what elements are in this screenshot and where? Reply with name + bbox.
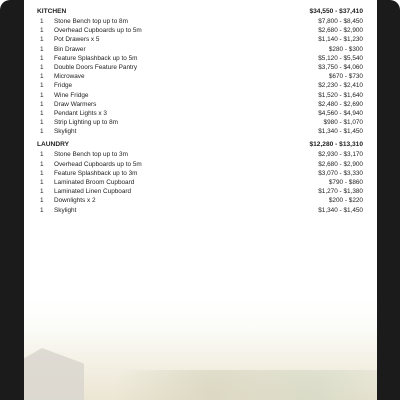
line-item <box>37 160 363 169</box>
item-qty: 1 <box>40 45 44 53</box>
item-desc: Skylight <box>54 128 77 136</box>
item-desc: Downlights x 2 <box>54 197 96 205</box>
item-qty: 1 <box>40 82 44 90</box>
item-desc: Skylight <box>54 206 77 214</box>
item-desc: Fridge <box>54 82 73 90</box>
item-desc: Microwave <box>54 73 85 81</box>
item-qty: 1 <box>40 160 44 168</box>
item-price: $280 - $300 <box>328 45 363 53</box>
item-qty: 1 <box>40 109 44 117</box>
item-desc: Feature Splashback up to 3m <box>54 169 138 177</box>
item-desc: Stone Bench top up to 3m <box>54 151 128 159</box>
item-desc: Wine Fridge <box>54 91 89 99</box>
item-price: $2,680 - $2,900 <box>318 160 363 168</box>
section-total: $12,280 - $13,310 <box>309 141 363 149</box>
trees-shape <box>104 370 377 400</box>
section-header <box>37 140 363 150</box>
line-item <box>37 26 363 35</box>
item-desc: Draw Warmers <box>54 100 97 108</box>
item-desc: Stone Bench top up to 8m <box>54 18 128 25</box>
line-item <box>37 17 363 26</box>
item-price: $3,070 - $3,330 <box>318 169 363 177</box>
item-price: $1,140 - $1,230 <box>318 36 363 44</box>
item-qty: 1 <box>40 73 44 81</box>
line-item <box>37 178 363 187</box>
item-qty: 1 <box>40 119 44 127</box>
item-desc: Double Doors Feature Pantry <box>54 63 138 71</box>
line-item <box>37 187 363 196</box>
item-desc: Laminated Linen Cupboard <box>54 188 132 196</box>
line-item <box>37 169 363 178</box>
item-price: $7,800 - $8,450 <box>318 18 363 25</box>
item-qty: 1 <box>40 27 44 35</box>
item-price: $200 - $220 <box>328 197 363 205</box>
item-desc: Pendant Lights x 3 <box>54 109 107 117</box>
cost-estimate-list <box>37 7 363 215</box>
item-qty: 1 <box>40 188 44 196</box>
section-kitchen <box>37 7 363 136</box>
house-photo-image <box>24 300 377 400</box>
item-price: $1,520 - $1,640 <box>318 91 363 99</box>
line-item <box>37 150 363 159</box>
line-item <box>37 206 363 215</box>
item-desc: Feature Splashback up to 5m <box>54 54 138 62</box>
tablet-bezel-right <box>377 0 400 400</box>
item-qty: 1 <box>40 100 44 108</box>
item-desc: Pot Drawers x 5 <box>54 36 100 44</box>
item-price: $1,340 - $1,450 <box>318 206 363 214</box>
item-price: $4,560 - $4,940 <box>318 109 363 117</box>
line-item <box>37 100 363 109</box>
line-item <box>37 45 363 54</box>
item-price: $1,270 - $1,380 <box>318 188 363 196</box>
line-item <box>37 35 363 44</box>
item-qty: 1 <box>40 151 44 159</box>
item-qty: 1 <box>40 169 44 177</box>
item-price: $1,340 - $1,450 <box>318 128 363 136</box>
line-item <box>37 127 363 136</box>
item-desc: Overhead Cupboards up to 5m <box>54 160 142 168</box>
line-item <box>37 109 363 118</box>
item-qty: 1 <box>40 54 44 62</box>
item-price: $980 - $1,070 <box>323 119 363 127</box>
line-item <box>37 196 363 205</box>
section-title: LAUNDRY <box>37 141 69 149</box>
line-item <box>37 91 363 100</box>
line-item <box>37 118 363 127</box>
item-price: $790 - $860 <box>328 179 363 186</box>
item-qty: 1 <box>40 206 44 214</box>
line-item <box>37 81 363 90</box>
item-desc: Strip Lighting up to 8m <box>54 119 118 127</box>
item-price: $3,750 - $4,060 <box>318 63 363 71</box>
house-roof-shape <box>24 348 84 400</box>
item-price: $2,680 - $2,900 <box>318 27 363 35</box>
section-title: KITCHEN <box>37 8 67 15</box>
line-item <box>37 72 363 81</box>
item-qty: 1 <box>40 18 44 25</box>
item-price: $5,120 - $5,540 <box>318 54 363 62</box>
item-qty: 1 <box>40 128 44 136</box>
item-price: $2,480 - $2,690 <box>318 100 363 108</box>
item-qty: 1 <box>40 91 44 99</box>
item-qty: 1 <box>40 179 44 186</box>
item-price: $2,230 - $2,410 <box>318 82 363 90</box>
line-item <box>37 63 363 72</box>
item-qty: 1 <box>40 63 44 71</box>
tablet-screen[interactable] <box>24 0 377 400</box>
section-header <box>37 7 363 17</box>
item-desc: Laminated Broom Cupboard <box>54 179 135 186</box>
item-desc: Overhead Cupboards up to 5m <box>54 27 142 35</box>
item-qty: 1 <box>40 36 44 44</box>
item-price: $670 - $730 <box>328 73 363 81</box>
tablet-bezel-left <box>0 0 24 400</box>
item-desc: Bin Drawer <box>54 45 86 53</box>
section-laundry <box>37 140 363 214</box>
line-item <box>37 54 363 63</box>
section-total: $34,550 - $37,410 <box>309 8 363 15</box>
item-qty: 1 <box>40 197 44 205</box>
item-price: $2,930 - $3,170 <box>318 151 363 159</box>
